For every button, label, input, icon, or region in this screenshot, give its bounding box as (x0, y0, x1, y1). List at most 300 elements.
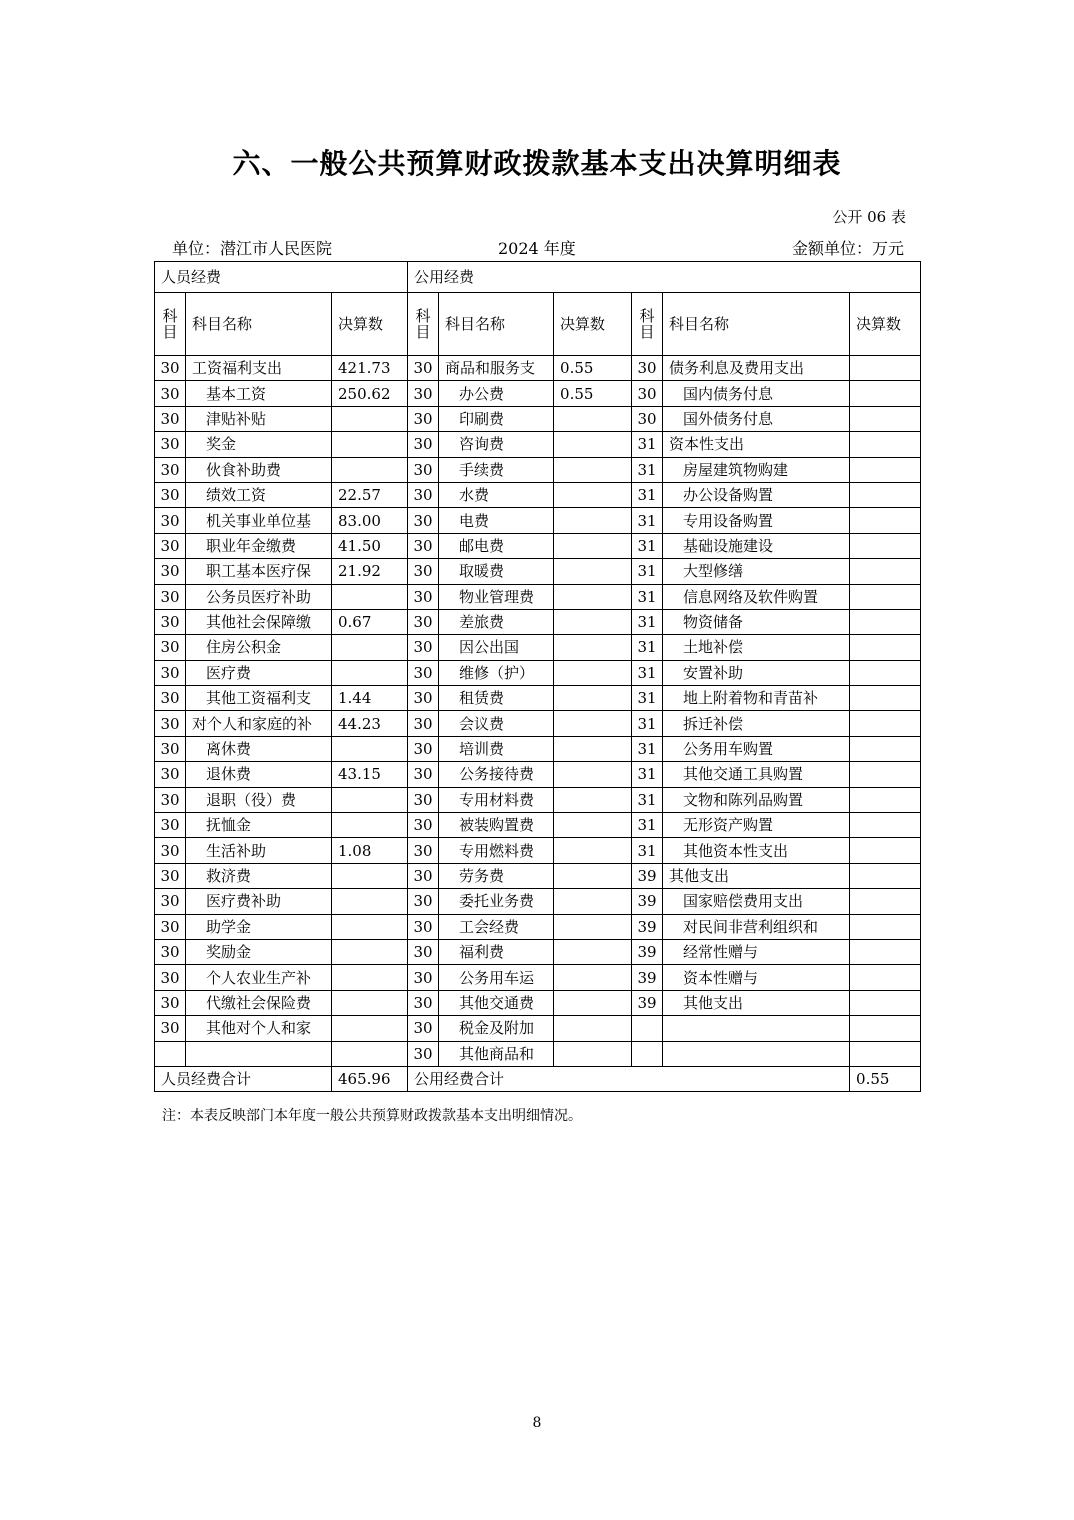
subject-name-cell: 取暖费 (439, 559, 554, 584)
subject-name-cell: 其他商品和 (439, 1041, 554, 1066)
subject-name-cell: 退职（役）费 (186, 787, 332, 812)
subject-name-cell: 手续费 (439, 457, 554, 482)
subject-code-cell: 31 (632, 482, 663, 507)
subject-code-cell: 30 (155, 736, 186, 761)
subject-code-cell: 30 (155, 686, 186, 711)
subject-code-cell: 30 (408, 889, 439, 914)
subject-name-cell: 公务员医疗补助 (186, 584, 332, 609)
amount-cell (554, 736, 632, 761)
subject-name-cell: 公务用车运 (439, 965, 554, 990)
subject-name-cell: 生活补助 (186, 838, 332, 863)
subject-code-cell: 30 (155, 584, 186, 609)
amount-cell (332, 965, 408, 990)
page-title: 六、一般公共预算财政拨款基本支出决算明细表 (232, 147, 842, 180)
amount-cell (850, 559, 921, 584)
amount-cell (554, 406, 632, 431)
subject-name-cell: 其他交通费 (439, 990, 554, 1015)
subject-code-cell: 30 (408, 686, 439, 711)
amount-cell (554, 838, 632, 863)
subject-name-cell: 基础设施建设 (663, 533, 850, 558)
subject-name-cell: 印刷费 (439, 406, 554, 431)
subject-code-cell: 30 (155, 838, 186, 863)
amount-cell (554, 813, 632, 838)
subject-code-cell: 30 (155, 356, 186, 381)
subject-code-cell: 30 (408, 762, 439, 787)
subject-code-cell: 31 (632, 736, 663, 761)
amount-cell (554, 533, 632, 558)
subject-code-cell: 30 (408, 863, 439, 888)
personnel-total-value: 465.96 (332, 1066, 408, 1091)
subject-name-cell: 住房公积金 (186, 635, 332, 660)
subject-name-cell: 电费 (439, 508, 554, 533)
amount-cell (554, 787, 632, 812)
amount-cell (332, 457, 408, 482)
table-row (155, 711, 921, 736)
subject-name-cell: 物业管理费 (439, 584, 554, 609)
amount-cell (554, 889, 632, 914)
amount-cell (850, 508, 921, 533)
subject-name-cell: 国外债务付息 (663, 406, 850, 431)
subject-code-cell: 30 (155, 889, 186, 914)
personnel-total-label: 人员经费合计 (155, 1066, 332, 1091)
amount-cell (554, 1016, 632, 1041)
subject-name-cell: 会议费 (439, 711, 554, 736)
subject-code-cell: 30 (408, 965, 439, 990)
amount-cell (554, 863, 632, 888)
subject-name-cell: 办公设备购置 (663, 482, 850, 507)
subject-code-cell: 30 (408, 1016, 439, 1041)
subject-name-cell: 专用设备购置 (663, 508, 850, 533)
subject-name-cell: 个人农业生产补 (186, 965, 332, 990)
section-public: 公用经费 (408, 262, 921, 293)
amount-cell (850, 1016, 921, 1041)
subject-name-cell: 抚恤金 (186, 813, 332, 838)
subject-code-cell: 30 (408, 838, 439, 863)
table-row (155, 406, 921, 431)
footnote: 注：本表反映部门本年度一般公共预算财政拨款基本支出明细情况。 (162, 1108, 582, 1124)
subject-code-cell: 30 (155, 914, 186, 939)
subject-code-cell: 30 (408, 990, 439, 1015)
subject-code-cell: 30 (155, 406, 186, 431)
table-row (155, 762, 921, 787)
subject-name-cell: 因公出国 (439, 635, 554, 660)
amount-cell (850, 457, 921, 482)
subject-code-cell: 30 (155, 381, 186, 406)
subject-name-cell: 其他社会保障缴 (186, 609, 332, 634)
subject-code-cell: 39 (632, 990, 663, 1015)
table-row (155, 482, 921, 507)
amount-cell (850, 482, 921, 507)
table-row (155, 559, 921, 584)
subject-name-cell: 机关事业单位基 (186, 508, 332, 533)
amount-cell (850, 686, 921, 711)
subject-code-cell: 30 (408, 533, 439, 558)
subject-code-cell: 30 (408, 635, 439, 660)
amount-cell (850, 1041, 921, 1066)
subject-code-cell: 30 (408, 559, 439, 584)
amount-cell: 250.62 (332, 381, 408, 406)
subject-name-cell (663, 1041, 850, 1066)
amount-cell: 1.08 (332, 838, 408, 863)
amount-cell (332, 990, 408, 1015)
amount-cell (554, 686, 632, 711)
subject-name-cell: 地上附着物和青苗补 (663, 686, 850, 711)
subject-code-cell: 30 (408, 356, 439, 381)
amount-cell (850, 889, 921, 914)
amount-cell (332, 813, 408, 838)
amount-cell: 421.73 (332, 356, 408, 381)
table-row (155, 660, 921, 685)
subject-name-cell: 无形资产购置 (663, 813, 850, 838)
subject-name-cell: 税金及附加 (439, 1016, 554, 1041)
subject-code-cell: 30 (155, 635, 186, 660)
table-row (155, 813, 921, 838)
header-code-1: 科 目 (155, 293, 186, 356)
subject-name-cell: 债务利息及费用支出 (663, 356, 850, 381)
subject-name-cell: 专用材料费 (439, 787, 554, 812)
subject-name-cell: 资本性支出 (663, 432, 850, 457)
subject-name-cell: 商品和服务支 (439, 356, 554, 381)
subject-code-cell: 30 (155, 1016, 186, 1041)
subject-code-cell: 31 (632, 660, 663, 685)
subject-name-cell: 其他支出 (663, 863, 850, 888)
subject-code-cell: 31 (632, 838, 663, 863)
subject-name-cell: 差旅费 (439, 609, 554, 634)
subject-code-cell: 30 (155, 533, 186, 558)
table-row (155, 990, 921, 1015)
subject-name-cell: 福利费 (439, 939, 554, 964)
subject-code-cell: 30 (408, 482, 439, 507)
table-row (155, 533, 921, 558)
subject-code-cell: 30 (408, 609, 439, 634)
amount-cell (850, 736, 921, 761)
subject-name-cell: 国内债务付息 (663, 381, 850, 406)
subject-code-cell: 30 (408, 584, 439, 609)
subject-name-cell: 职工基本医疗保 (186, 559, 332, 584)
subject-name-cell: 其他交通工具购置 (663, 762, 850, 787)
subject-name-cell: 其他对个人和家 (186, 1016, 332, 1041)
subject-code-cell (155, 1041, 186, 1066)
subject-code-cell: 30 (408, 914, 439, 939)
subject-code-cell: 30 (408, 457, 439, 482)
subject-code-cell: 31 (632, 533, 663, 558)
subject-code-cell: 30 (408, 381, 439, 406)
subject-code-cell: 30 (155, 432, 186, 457)
subject-name-cell: 维修（护） (439, 660, 554, 685)
amount-cell (850, 432, 921, 457)
table-row (155, 965, 921, 990)
amount-cell (554, 660, 632, 685)
expenditure-table (154, 261, 921, 1092)
amount-cell: 0.55 (554, 381, 632, 406)
subject-code-cell: 39 (632, 939, 663, 964)
amount-cell (850, 838, 921, 863)
subject-code-cell: 30 (155, 508, 186, 533)
subject-code-cell: 30 (632, 356, 663, 381)
subject-code-cell: 30 (408, 660, 439, 685)
subject-name-cell: 水费 (439, 482, 554, 507)
subject-name-cell (663, 1016, 850, 1041)
subject-code-cell: 31 (632, 813, 663, 838)
amount-cell (850, 381, 921, 406)
table-row (155, 686, 921, 711)
subject-name-cell: 委托业务费 (439, 889, 554, 914)
section-personnel: 人员经费 (155, 262, 408, 293)
header-name-3: 科目名称 (663, 293, 850, 356)
amount-cell (850, 711, 921, 736)
unit-label: 单位：潜江市人民医院 (172, 239, 333, 258)
totals-row (155, 1066, 921, 1091)
subject-name-cell: 公务接待费 (439, 762, 554, 787)
subject-name-cell: 劳务费 (439, 863, 554, 888)
subject-name-cell: 工会经费 (439, 914, 554, 939)
table-row (155, 508, 921, 533)
amount-cell (554, 990, 632, 1015)
amount-cell (332, 914, 408, 939)
subject-code-cell: 39 (632, 889, 663, 914)
subject-name-cell: 咨询费 (439, 432, 554, 457)
subject-name-cell: 基本工资 (186, 381, 332, 406)
amount-cell (332, 635, 408, 660)
amount-cell (850, 939, 921, 964)
amount-cell (554, 635, 632, 660)
table-row (155, 736, 921, 761)
subject-name-cell: 文物和陈列品购置 (663, 787, 850, 812)
amount-cell: 43.15 (332, 762, 408, 787)
subject-name-cell: 经常性赠与 (663, 939, 850, 964)
table-row (155, 838, 921, 863)
amount-cell: 0.67 (332, 609, 408, 634)
header-name-2: 科目名称 (439, 293, 554, 356)
table-row (155, 381, 921, 406)
subject-name-cell: 医疗费补助 (186, 889, 332, 914)
subject-code-cell: 31 (632, 711, 663, 736)
subject-code-cell: 30 (155, 711, 186, 736)
subject-code-cell: 39 (632, 965, 663, 990)
subject-code-cell: 30 (408, 432, 439, 457)
subject-name-cell: 拆迁补偿 (663, 711, 850, 736)
header-name-1: 科目名称 (186, 293, 332, 356)
subject-code-cell: 31 (632, 584, 663, 609)
amount-cell (332, 1016, 408, 1041)
subject-code-cell: 31 (632, 787, 663, 812)
subject-code-cell: 30 (632, 406, 663, 431)
subject-code-cell (632, 1041, 663, 1066)
subject-code-cell: 30 (155, 787, 186, 812)
amount-cell (850, 863, 921, 888)
subject-code-cell: 31 (632, 762, 663, 787)
subject-name-cell: 退休费 (186, 762, 332, 787)
amount-cell (850, 660, 921, 685)
table-row (155, 939, 921, 964)
amount-cell (554, 559, 632, 584)
subject-code-cell: 31 (632, 635, 663, 660)
amount-cell (332, 660, 408, 685)
subject-name-cell: 工资福利支出 (186, 356, 332, 381)
subject-code-cell: 30 (155, 559, 186, 584)
amount-cell (554, 914, 632, 939)
currency-label: 金额单位：万元 (791, 239, 904, 258)
amount-cell: 41.50 (332, 533, 408, 558)
header-code-3: 科 目 (632, 293, 663, 356)
subject-code-cell: 31 (632, 457, 663, 482)
subject-code-cell: 31 (632, 559, 663, 584)
subject-name-cell: 被装购置费 (439, 813, 554, 838)
amount-cell (850, 533, 921, 558)
subject-code-cell: 30 (408, 939, 439, 964)
subject-name-cell (186, 1041, 332, 1066)
subject-name-cell: 培训费 (439, 736, 554, 761)
amount-cell (332, 787, 408, 812)
table-row (155, 635, 921, 660)
amount-cell (554, 432, 632, 457)
subject-name-cell: 离休费 (186, 736, 332, 761)
subject-name-cell: 房屋建筑物购建 (663, 457, 850, 482)
subject-code-cell: 30 (155, 939, 186, 964)
table-row (155, 432, 921, 457)
amount-cell (554, 965, 632, 990)
subject-name-cell: 安置补助 (663, 660, 850, 685)
subject-code-cell: 30 (408, 813, 439, 838)
subject-name-cell: 信息网络及软件购置 (663, 584, 850, 609)
amount-cell (850, 787, 921, 812)
public-total-value: 0.55 (850, 1066, 921, 1091)
subject-code-cell: 30 (155, 482, 186, 507)
subject-name-cell: 对民间非营利组织和 (663, 914, 850, 939)
amount-cell (850, 584, 921, 609)
header-amount-2: 决算数 (554, 293, 632, 356)
amount-cell (850, 965, 921, 990)
amount-cell (332, 406, 408, 431)
amount-cell (554, 609, 632, 634)
amount-cell (850, 762, 921, 787)
subject-code-cell: 30 (155, 762, 186, 787)
subject-code-cell: 31 (632, 432, 663, 457)
amount-cell (332, 736, 408, 761)
amount-cell (332, 939, 408, 964)
subject-code-cell: 30 (155, 813, 186, 838)
subject-code-cell: 30 (408, 736, 439, 761)
amount-cell (850, 635, 921, 660)
subject-name-cell: 其他资本性支出 (663, 838, 850, 863)
amount-cell (332, 889, 408, 914)
subject-code-cell: 30 (408, 787, 439, 812)
subject-name-cell: 津贴补贴 (186, 406, 332, 431)
subject-name-cell: 邮电费 (439, 533, 554, 558)
amount-cell (554, 762, 632, 787)
subject-name-cell: 奖励金 (186, 939, 332, 964)
header-amount-1: 决算数 (332, 293, 408, 356)
subject-code-cell: 30 (408, 1041, 439, 1066)
subject-code-cell: 30 (155, 660, 186, 685)
subject-name-cell: 医疗费 (186, 660, 332, 685)
subject-code-cell: 30 (408, 508, 439, 533)
subject-name-cell: 土地补偿 (663, 635, 850, 660)
amount-cell (554, 508, 632, 533)
amount-cell (332, 863, 408, 888)
table-row (155, 609, 921, 634)
subject-code-cell: 30 (632, 381, 663, 406)
amount-cell (332, 1041, 408, 1066)
subject-name-cell: 对个人和家庭的补 (186, 711, 332, 736)
amount-cell (850, 990, 921, 1015)
amount-cell (850, 406, 921, 431)
amount-cell (554, 482, 632, 507)
subject-code-cell: 30 (155, 990, 186, 1015)
amount-cell: 44.23 (332, 711, 408, 736)
subject-name-cell: 救济费 (186, 863, 332, 888)
amount-cell (554, 711, 632, 736)
amount-cell (850, 356, 921, 381)
subject-code-cell: 31 (632, 609, 663, 634)
subject-name-cell: 其他工资福利支 (186, 686, 332, 711)
table-row (155, 356, 921, 381)
amount-cell (554, 1041, 632, 1066)
subject-name-cell: 大型修缮 (663, 559, 850, 584)
subject-name-cell: 奖金 (186, 432, 332, 457)
table-row (155, 889, 921, 914)
subject-code-cell: 31 (632, 508, 663, 533)
subject-name-cell: 绩效工资 (186, 482, 332, 507)
table-row (155, 1016, 921, 1041)
subject-code-cell: 39 (632, 914, 663, 939)
subject-name-cell: 代缴社会保险费 (186, 990, 332, 1015)
table-row (155, 584, 921, 609)
subject-name-cell: 伙食补助费 (186, 457, 332, 482)
subject-code-cell: 30 (155, 965, 186, 990)
amount-cell: 21.92 (332, 559, 408, 584)
subject-name-cell: 其他支出 (663, 990, 850, 1015)
amount-cell (554, 457, 632, 482)
subject-code-cell: 30 (155, 609, 186, 634)
amount-cell (554, 584, 632, 609)
amount-cell: 83.00 (332, 508, 408, 533)
amount-cell: 22.57 (332, 482, 408, 507)
subject-code-cell: 30 (155, 457, 186, 482)
subject-name-cell: 资本性赠与 (663, 965, 850, 990)
subject-code-cell: 39 (632, 863, 663, 888)
amount-cell (554, 939, 632, 964)
amount-cell (850, 813, 921, 838)
subject-code-cell: 30 (408, 406, 439, 431)
subject-name-cell: 租赁费 (439, 686, 554, 711)
subject-name-cell: 物资储备 (663, 609, 850, 634)
table-id: 公开 06 表 (832, 208, 906, 226)
subject-name-cell: 国家赔偿费用支出 (663, 889, 850, 914)
header-code-2: 科 目 (408, 293, 439, 356)
amount-cell (332, 584, 408, 609)
table-row (155, 1041, 921, 1066)
subject-code-cell: 31 (632, 686, 663, 711)
subject-name-cell: 办公费 (439, 381, 554, 406)
table-row (155, 914, 921, 939)
public-total-label: 公用经费合计 (408, 1066, 850, 1091)
amount-cell: 1.44 (332, 686, 408, 711)
subject-name-cell: 专用燃料费 (439, 838, 554, 863)
header-amount-3: 决算数 (850, 293, 921, 356)
year-label: 2024 年度 (498, 239, 576, 258)
amount-cell (850, 609, 921, 634)
table-row (155, 457, 921, 482)
page-number: 8 (532, 1415, 542, 1431)
subject-code-cell: 30 (155, 863, 186, 888)
subject-name-cell: 助学金 (186, 914, 332, 939)
subject-code-cell: 30 (408, 711, 439, 736)
amount-cell: 0.55 (554, 356, 632, 381)
subject-name-cell: 职业年金缴费 (186, 533, 332, 558)
table-row (155, 863, 921, 888)
table-row (155, 787, 921, 812)
